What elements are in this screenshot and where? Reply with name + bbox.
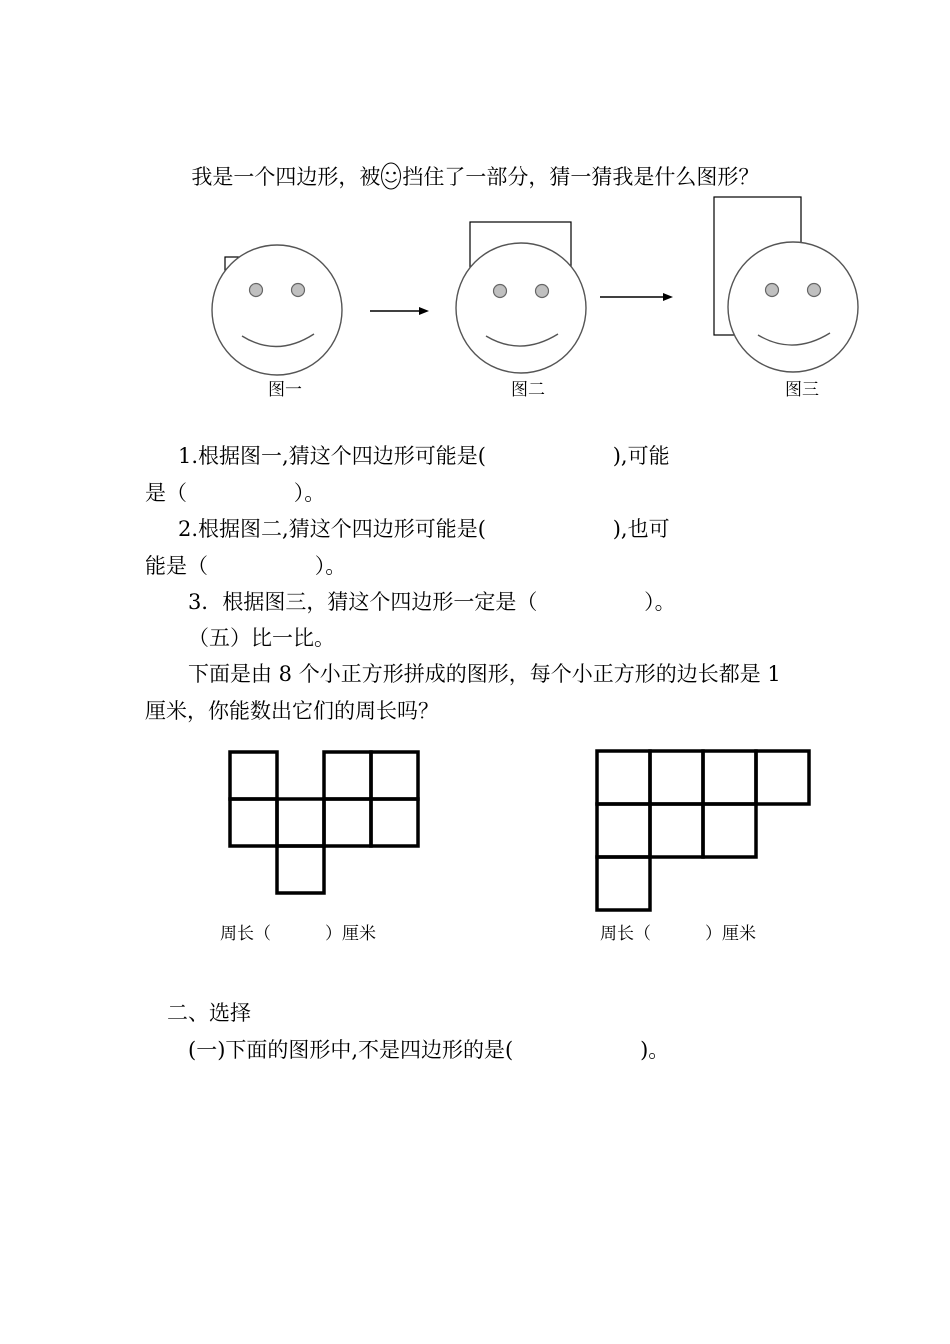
figure-two-caption: 图二: [511, 380, 545, 400]
compare-paragraph-line-1: 下面是由 8 个小正方形拼成的图形，每个小正方形的边长都是 1: [188, 662, 781, 686]
smiley-face-icon: [212, 245, 342, 375]
intro-text-before: 我是一个四边形，被: [191, 165, 381, 189]
question-3: 3．根据图三，猜这个四边形一定是（ ）。: [188, 590, 676, 614]
figure-one: [205, 250, 350, 375]
left-perimeter-answer: 周长（ ）厘米: [220, 924, 377, 944]
smiley-face-icon: [380, 162, 402, 192]
arrow-right-icon: [600, 290, 675, 304]
figure-three-caption: 图三: [785, 380, 819, 400]
intro-sentence: [178, 141, 759, 192]
question-2-line-2: 能是（ ）。: [145, 554, 347, 578]
smiley-face-icon: [728, 242, 858, 372]
figure-three: [713, 196, 861, 371]
smiley-face-icon: [456, 243, 586, 373]
figure-two: [455, 222, 587, 372]
figure-one-caption: 图一: [268, 380, 302, 400]
intro-text-after: 挡住了一部分，猜一猜我是什么图形？: [402, 165, 760, 189]
compare-paragraph-line-2: 厘米，你能数出它们的周长吗？: [145, 699, 439, 723]
arrow-right-icon: [370, 304, 430, 318]
right-grid-shape: [595, 749, 813, 914]
question-2-line-1: 2.根据图二,猜这个四边形可能是( ),也可: [178, 517, 670, 541]
right-perimeter-answer: 周长（ ）厘米: [600, 924, 757, 944]
section-2-heading: 二、选择: [167, 1001, 251, 1025]
compare-heading: （五）比一比。: [188, 626, 335, 650]
section-2-question-1: (一)下面的图形中,不是四边形的是( )。: [188, 1038, 670, 1062]
left-grid-shape: [228, 750, 423, 896]
question-1-line-1: 1.根据图一,猜这个四边形可能是( ),可能: [178, 444, 670, 468]
question-1-line-2: 是（ ）。: [145, 481, 326, 505]
